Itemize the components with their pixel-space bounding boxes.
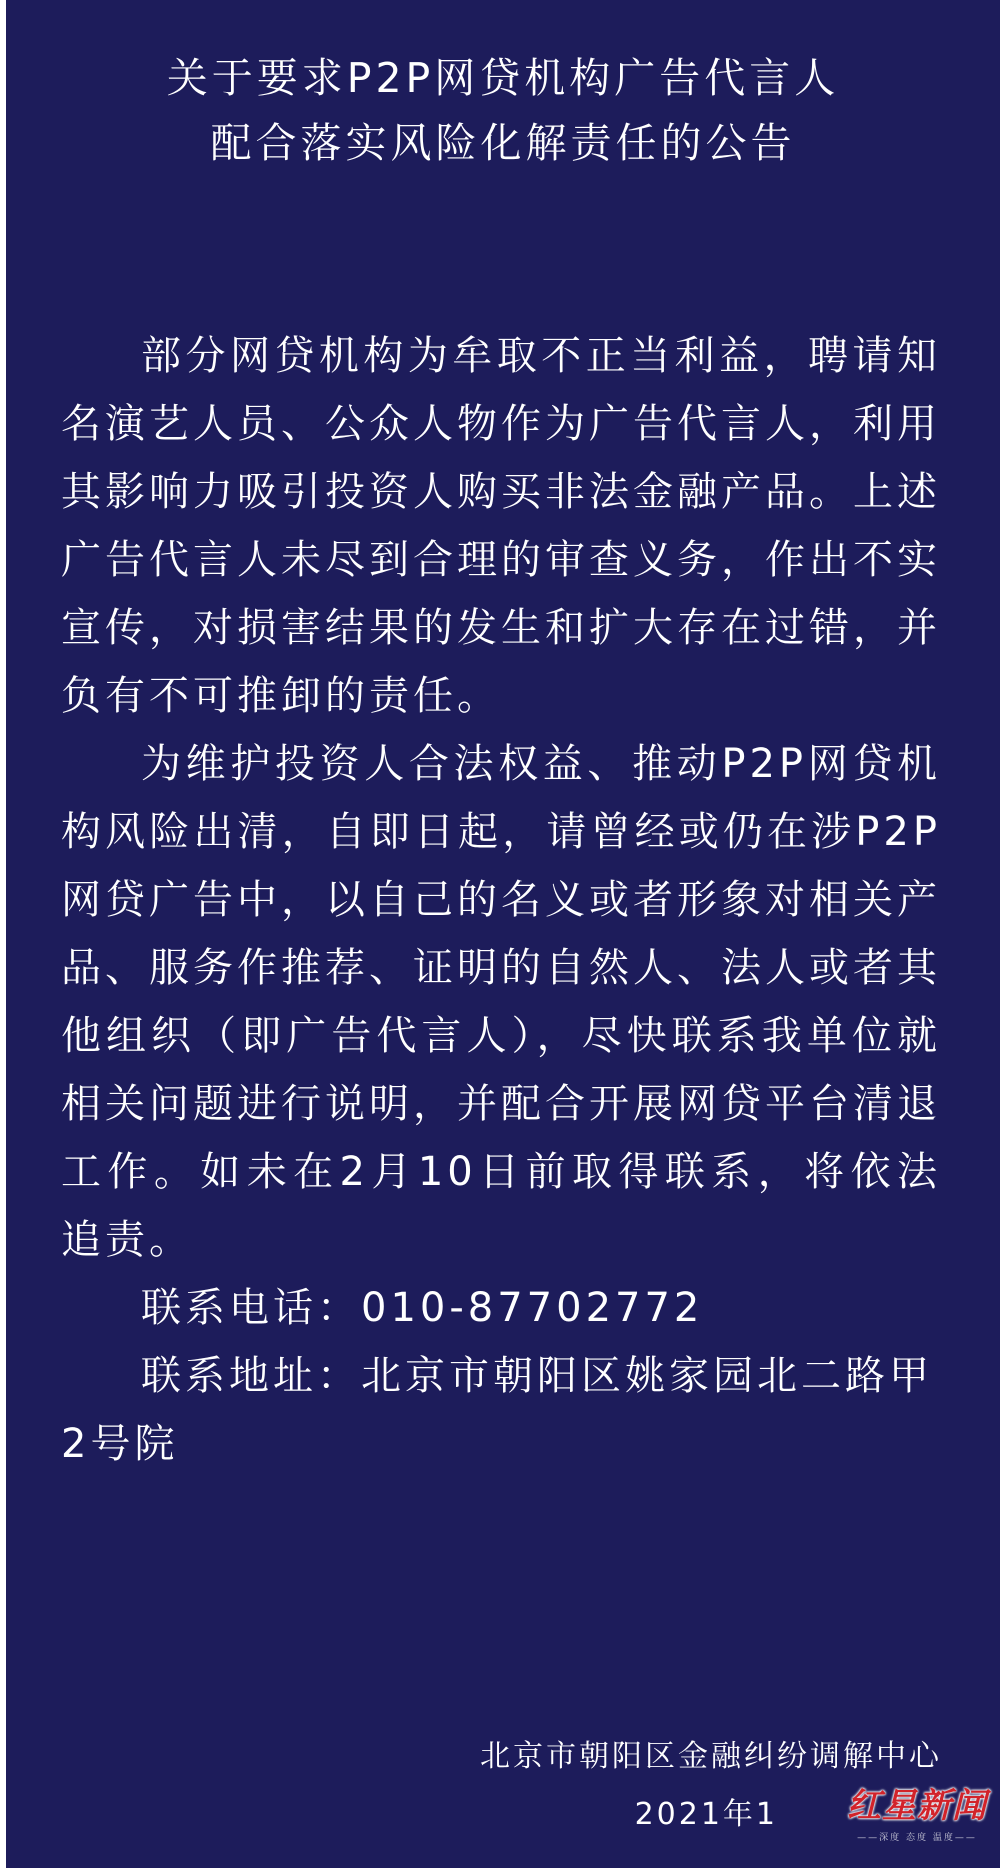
watermark-logo-text: 红星新闻 bbox=[847, 1786, 987, 1826]
notice-title-line-1: 关于要求P2P网贷机构广告代言人 bbox=[166, 54, 840, 102]
contact-phone: 联系电话：010-87702772 bbox=[141, 1285, 704, 1331]
red-star-news-watermark-logo bbox=[842, 1784, 992, 1854]
body-paragraph-2: 为维护投资人合法权益、推动P2P网贷机构风险出清，自即日起，请曾经或仍在涉P2P网贷广告中，以自己的名义或者形象对相关产品、服务作推荐、证明的自然人、法人或者其他组织（即广告代言人），尽快联系我单位就相关问题进行说明，并配合开展网贷平台清退工作。如未在2月10日前取得联系，将依法追责。 bbox=[61, 741, 941, 1263]
signature-organization: 北京市朝阳区金融纠纷调解中心 bbox=[480, 1739, 942, 1774]
watermark-slogan: ——深度 态度 温度—— bbox=[857, 1833, 977, 1843]
contact-address: 联系地址：北京市朝阳区姚家园北二路甲2号院 bbox=[61, 1353, 933, 1467]
signature-date: 2021年1 bbox=[634, 1797, 778, 1832]
notice-title-line-2: 配合落实风险化解责任的公告 bbox=[210, 119, 796, 167]
body-paragraph-1: 部分网贷机构为牟取不正当利益，聘请知名演艺人员、公众人物作为广告代言人，利用其影响力吸引投资人购买非法金融产品。上述广告代言人未尽到合理的审查义务，作出不实宣传，对损害结果的发生和扩大存在过错，并负有不可推卸的责任。 bbox=[61, 333, 941, 719]
notice-panel bbox=[6, 0, 1000, 1868]
notice-body bbox=[61, 322, 941, 1478]
